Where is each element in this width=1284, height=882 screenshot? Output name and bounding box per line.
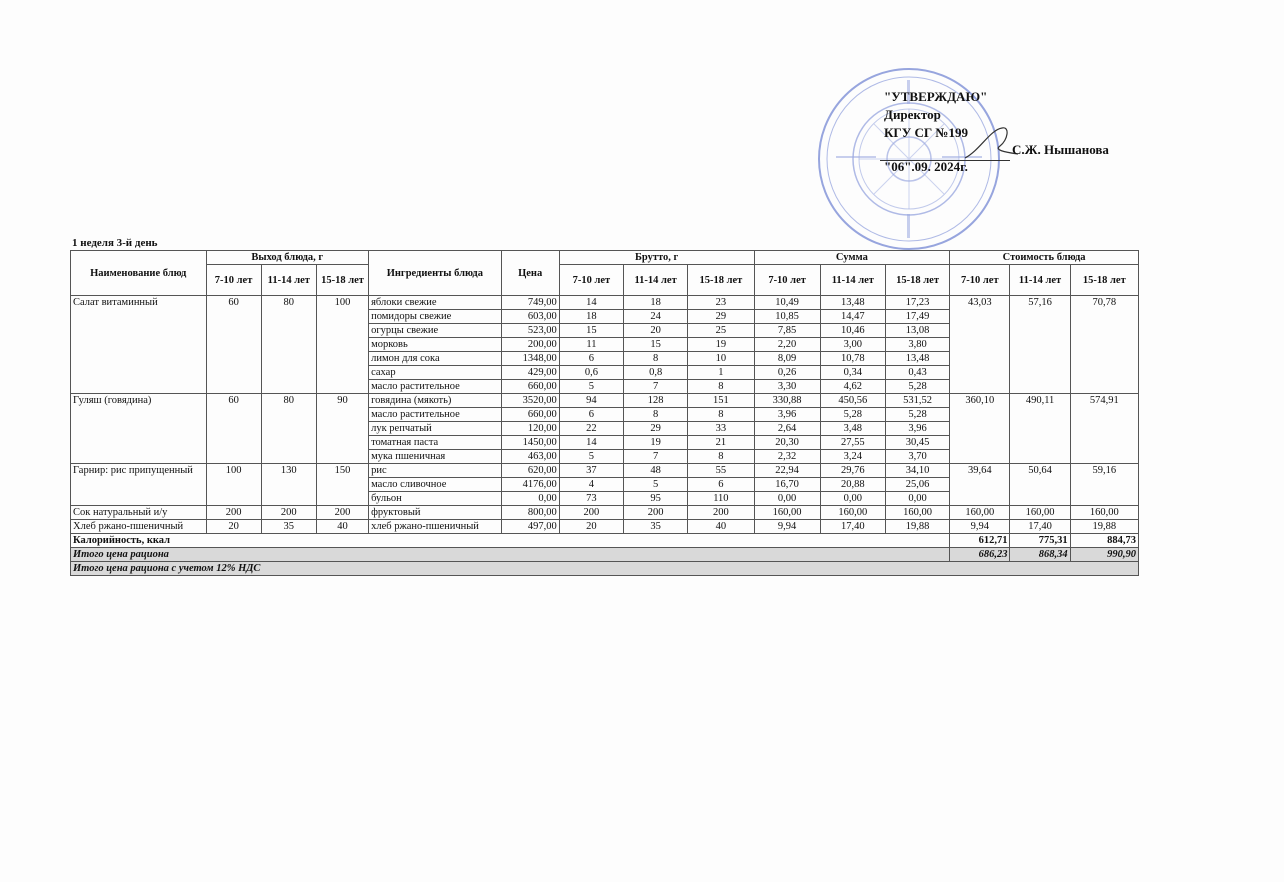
ingredient-brutto: 1 (688, 366, 754, 380)
ingredient-brutto: 11 (559, 338, 623, 352)
ingredient-brutto: 6 (559, 408, 623, 422)
ingredient-brutto: 55 (688, 464, 754, 478)
dish-yield: 35 (261, 520, 316, 534)
ingredient-price: 463,00 (501, 450, 559, 464)
header-ingredients: Ингредиенты блюда (369, 251, 501, 296)
ingredient-sum: 0,00 (885, 492, 949, 506)
ingredient-brutto: 7 (624, 450, 688, 464)
ingredient-brutto: 200 (688, 506, 754, 520)
ingredient-sum: 9,94 (754, 520, 820, 534)
ingredient-sum: 5,28 (885, 408, 949, 422)
ingredient-sum: 160,00 (754, 506, 820, 520)
ingredient-brutto: 7 (624, 380, 688, 394)
ingredient-sum: 3,30 (754, 380, 820, 394)
ingredient-sum: 0,00 (754, 492, 820, 506)
menu-body (71, 296, 1139, 576)
ingredient-name: огурцы свежие (369, 324, 501, 338)
dish-cost: 39,64 (950, 464, 1010, 506)
dish-yield: 100 (206, 464, 261, 506)
ingredient-brutto: 5 (559, 380, 623, 394)
header-age: 15-18 лет (688, 265, 754, 296)
header-age: 7-10 лет (754, 265, 820, 296)
dish-yield: 150 (316, 464, 368, 506)
ingredient-name: мука пшеничная (369, 450, 501, 464)
ingredient-sum: 25,06 (885, 478, 949, 492)
ingredient-brutto: 19 (688, 338, 754, 352)
ingredient-brutto: 10 (688, 352, 754, 366)
ingredient-brutto: 20 (559, 520, 623, 534)
ingredient-brutto: 110 (688, 492, 754, 506)
dish-cost: 490,11 (1010, 394, 1070, 464)
ingredient-price: 800,00 (501, 506, 559, 520)
ingredient-brutto: 37 (559, 464, 623, 478)
header-sum: Сумма (754, 251, 950, 265)
ingredient-brutto: 200 (559, 506, 623, 520)
header-age: 7-10 лет (950, 265, 1010, 296)
ingredient-sum: 531,52 (885, 394, 949, 408)
ingredient-brutto: 15 (559, 324, 623, 338)
ingredient-sum: 7,85 (754, 324, 820, 338)
ingredient-brutto: 8 (688, 450, 754, 464)
week-day-label: 1 неделя 3-й день (72, 237, 158, 249)
dish-cost: 160,00 (950, 506, 1010, 520)
totals-calories-row (71, 534, 1139, 548)
ingredient-name: говядина (мякоть) (369, 394, 501, 408)
ingredient-brutto: 5 (624, 478, 688, 492)
dish-yield: 90 (316, 394, 368, 464)
ingredient-sum: 3,96 (754, 408, 820, 422)
ingredient-brutto: 95 (624, 492, 688, 506)
dish-yield: 60 (206, 394, 261, 464)
header-age: 15-18 лет (316, 265, 368, 296)
header-dish: Наименование блюд (71, 251, 207, 296)
ingredient-brutto: 8 (624, 408, 688, 422)
ingredient-sum: 3,00 (820, 338, 885, 352)
ingredient-sum: 34,10 (885, 464, 949, 478)
ingredient-brutto: 18 (559, 310, 623, 324)
dish-cost: 43,03 (950, 296, 1010, 394)
ingredient-brutto: 15 (624, 338, 688, 352)
dish-cost: 17,40 (1010, 520, 1070, 534)
ingredient-brutto: 6 (559, 352, 623, 366)
ingredient-sum: 17,49 (885, 310, 949, 324)
menu-table (70, 250, 1139, 576)
ingredient-brutto: 14 (559, 296, 623, 310)
header-age: 11-14 лет (1010, 265, 1070, 296)
ingredient-sum: 2,20 (754, 338, 820, 352)
dish-cost: 360,10 (950, 394, 1010, 464)
ingredient-brutto: 22 (559, 422, 623, 436)
ingredient-name: масло сливочное (369, 478, 501, 492)
dish-yield: 100 (316, 296, 368, 394)
ingredient-sum: 19,88 (885, 520, 949, 534)
ration-value: 868,34 (1010, 548, 1070, 562)
ingredient-sum: 4,62 (820, 380, 885, 394)
totals-vat-row (71, 562, 1139, 576)
ingredient-sum: 14,47 (820, 310, 885, 324)
ingredient-sum: 2,32 (754, 450, 820, 464)
dish-name: Хлеб ржано-пшеничный (71, 520, 207, 534)
header-cost: Стоимость блюда (950, 251, 1139, 265)
ingredient-sum: 20,30 (754, 436, 820, 450)
ingredient-brutto: 8 (624, 352, 688, 366)
dish-cost: 160,00 (1070, 506, 1138, 520)
ingredient-price: 1450,00 (501, 436, 559, 450)
ingredient-price: 120,00 (501, 422, 559, 436)
approval-position: Директор (884, 107, 941, 122)
ingredient-row (71, 464, 1139, 478)
ingredient-brutto: 200 (624, 506, 688, 520)
ingredient-brutto: 128 (624, 394, 688, 408)
calories-label: Калорийность, ккал (71, 534, 950, 548)
approval-date: "06".09. 2024г. (884, 159, 968, 174)
ingredient-name: лук репчатый (369, 422, 501, 436)
ingredient-sum: 160,00 (820, 506, 885, 520)
dish-cost: 70,78 (1070, 296, 1138, 394)
ingredient-name: масло растительное (369, 408, 501, 422)
ingredient-brutto: 29 (624, 422, 688, 436)
ingredient-name: бульон (369, 492, 501, 506)
ingredient-brutto: 21 (688, 436, 754, 450)
ingredient-brutto: 29 (688, 310, 754, 324)
ingredient-name: рис (369, 464, 501, 478)
ingredient-brutto: 0,6 (559, 366, 623, 380)
ingredient-sum: 330,88 (754, 394, 820, 408)
dish-cost: 160,00 (1010, 506, 1070, 520)
ingredient-brutto: 24 (624, 310, 688, 324)
ingredient-sum: 2,64 (754, 422, 820, 436)
ingredient-name: масло растительное (369, 380, 501, 394)
ingredient-sum: 10,85 (754, 310, 820, 324)
ingredient-price: 749,00 (501, 296, 559, 310)
dish-cost: 9,94 (950, 520, 1010, 534)
ingredient-brutto: 20 (624, 324, 688, 338)
dish-yield: 60 (206, 296, 261, 394)
signer-name: С.Ж. Нышанова (1012, 142, 1109, 157)
ingredient-price: 497,00 (501, 520, 559, 534)
dish-cost: 59,16 (1070, 464, 1138, 506)
calories-value: 884,73 (1070, 534, 1138, 548)
ingredient-sum: 450,56 (820, 394, 885, 408)
ingredient-price: 603,00 (501, 310, 559, 324)
ingredient-brutto: 23 (688, 296, 754, 310)
ingredient-sum: 5,28 (820, 408, 885, 422)
ingredient-sum: 10,46 (820, 324, 885, 338)
ingredient-brutto: 48 (624, 464, 688, 478)
dish-name: Салат витаминный (71, 296, 207, 394)
ingredient-brutto: 25 (688, 324, 754, 338)
dish-yield: 200 (206, 506, 261, 520)
ingredient-sum: 3,24 (820, 450, 885, 464)
header-age: 15-18 лет (885, 265, 949, 296)
dish-yield: 130 (261, 464, 316, 506)
ingredient-brutto: 151 (688, 394, 754, 408)
ingredient-sum: 0,26 (754, 366, 820, 380)
ration-value: 686,23 (950, 548, 1010, 562)
ingredient-sum: 3,80 (885, 338, 949, 352)
ingredient-price: 200,00 (501, 338, 559, 352)
ingredient-brutto: 33 (688, 422, 754, 436)
ingredient-sum: 5,28 (885, 380, 949, 394)
ingredient-name: томатная паста (369, 436, 501, 450)
ingredient-sum: 17,40 (820, 520, 885, 534)
ingredient-brutto: 94 (559, 394, 623, 408)
ingredient-sum: 13,48 (820, 296, 885, 310)
dish-cost: 19,88 (1070, 520, 1138, 534)
header-age: 15-18 лет (1070, 265, 1138, 296)
ingredient-row (71, 520, 1139, 534)
ingredient-name: лимон для сока (369, 352, 501, 366)
ingredient-sum: 29,76 (820, 464, 885, 478)
ingredient-price: 4176,00 (501, 478, 559, 492)
ingredient-brutto: 73 (559, 492, 623, 506)
dish-cost: 50,64 (1010, 464, 1070, 506)
dish-name: Гуляш (говядина) (71, 394, 207, 464)
header-age: 11-14 лет (261, 265, 316, 296)
ingredient-brutto: 35 (624, 520, 688, 534)
dish-cost: 57,16 (1010, 296, 1070, 394)
ingredient-name: фруктовый (369, 506, 501, 520)
calories-value: 612,71 (950, 534, 1010, 548)
header-age: 11-14 лет (820, 265, 885, 296)
signature (960, 120, 1020, 165)
ingredient-sum: 0,43 (885, 366, 949, 380)
dish-yield: 200 (316, 506, 368, 520)
ingredient-price: 523,00 (501, 324, 559, 338)
vat-label: Итого цена рациона с учетом 12% НДС (71, 562, 1139, 576)
ingredient-name: сахар (369, 366, 501, 380)
ingredient-name: яблоки свежие (369, 296, 501, 310)
ingredient-row (71, 296, 1139, 310)
ingredient-brutto: 4 (559, 478, 623, 492)
ingredient-sum: 10,78 (820, 352, 885, 366)
ingredient-brutto: 6 (688, 478, 754, 492)
header-brutto: Брутто, г (559, 251, 754, 265)
ingredient-brutto: 0,8 (624, 366, 688, 380)
ingredient-row (71, 506, 1139, 520)
ingredient-sum: 3,96 (885, 422, 949, 436)
ingredient-price: 660,00 (501, 408, 559, 422)
ingredient-sum: 8,09 (754, 352, 820, 366)
header-age: 7-10 лет (559, 265, 623, 296)
ingredient-name: хлеб ржано-пшеничный (369, 520, 501, 534)
ration-value: 990,90 (1070, 548, 1138, 562)
ingredient-brutto: 14 (559, 436, 623, 450)
ingredient-price: 660,00 (501, 380, 559, 394)
ingredient-sum: 3,70 (885, 450, 949, 464)
dish-yield: 80 (261, 394, 316, 464)
calories-value: 775,31 (1010, 534, 1070, 548)
dish-cost: 574,91 (1070, 394, 1138, 464)
ration-label: Итого цена рациона (71, 548, 950, 562)
dish-name: Гарнир: рис припущенный (71, 464, 207, 506)
approval-organization: КГУ СГ №199 (884, 125, 968, 140)
ingredient-price: 3520,00 (501, 394, 559, 408)
ingredient-price: 620,00 (501, 464, 559, 478)
ingredient-brutto: 40 (688, 520, 754, 534)
ingredient-price: 0,00 (501, 492, 559, 506)
ingredient-sum: 13,08 (885, 324, 949, 338)
ingredient-sum: 0,34 (820, 366, 885, 380)
dish-yield: 80 (261, 296, 316, 394)
ingredient-price: 429,00 (501, 366, 559, 380)
ingredient-name: морковь (369, 338, 501, 352)
ingredient-sum: 16,70 (754, 478, 820, 492)
ingredient-sum: 30,45 (885, 436, 949, 450)
dish-yield: 40 (316, 520, 368, 534)
ingredient-sum: 13,48 (885, 352, 949, 366)
ingredient-sum: 27,55 (820, 436, 885, 450)
ingredient-sum: 3,48 (820, 422, 885, 436)
ingredient-sum: 20,88 (820, 478, 885, 492)
header-price: Цена (501, 251, 559, 296)
ingredient-brutto: 8 (688, 380, 754, 394)
totals-ration-row (71, 548, 1139, 562)
ingredient-row (71, 394, 1139, 408)
header-yield: Выход блюда, г (206, 251, 369, 265)
ingredient-sum: 22,94 (754, 464, 820, 478)
ingredient-brutto: 18 (624, 296, 688, 310)
ingredient-brutto: 8 (688, 408, 754, 422)
ingredient-brutto: 5 (559, 450, 623, 464)
ingredient-name: помидоры свежие (369, 310, 501, 324)
ingredient-sum: 160,00 (885, 506, 949, 520)
ingredient-sum: 10,49 (754, 296, 820, 310)
ingredient-brutto: 19 (624, 436, 688, 450)
approval-title: "УТВЕРЖДАЮ" (884, 89, 988, 104)
dish-yield: 20 (206, 520, 261, 534)
dish-yield: 200 (261, 506, 316, 520)
header-age: 7-10 лет (206, 265, 261, 296)
dish-name: Сок натуральный и/у (71, 506, 207, 520)
ingredient-sum: 17,23 (885, 296, 949, 310)
header-age: 11-14 лет (624, 265, 688, 296)
ingredient-price: 1348,00 (501, 352, 559, 366)
ingredient-sum: 0,00 (820, 492, 885, 506)
